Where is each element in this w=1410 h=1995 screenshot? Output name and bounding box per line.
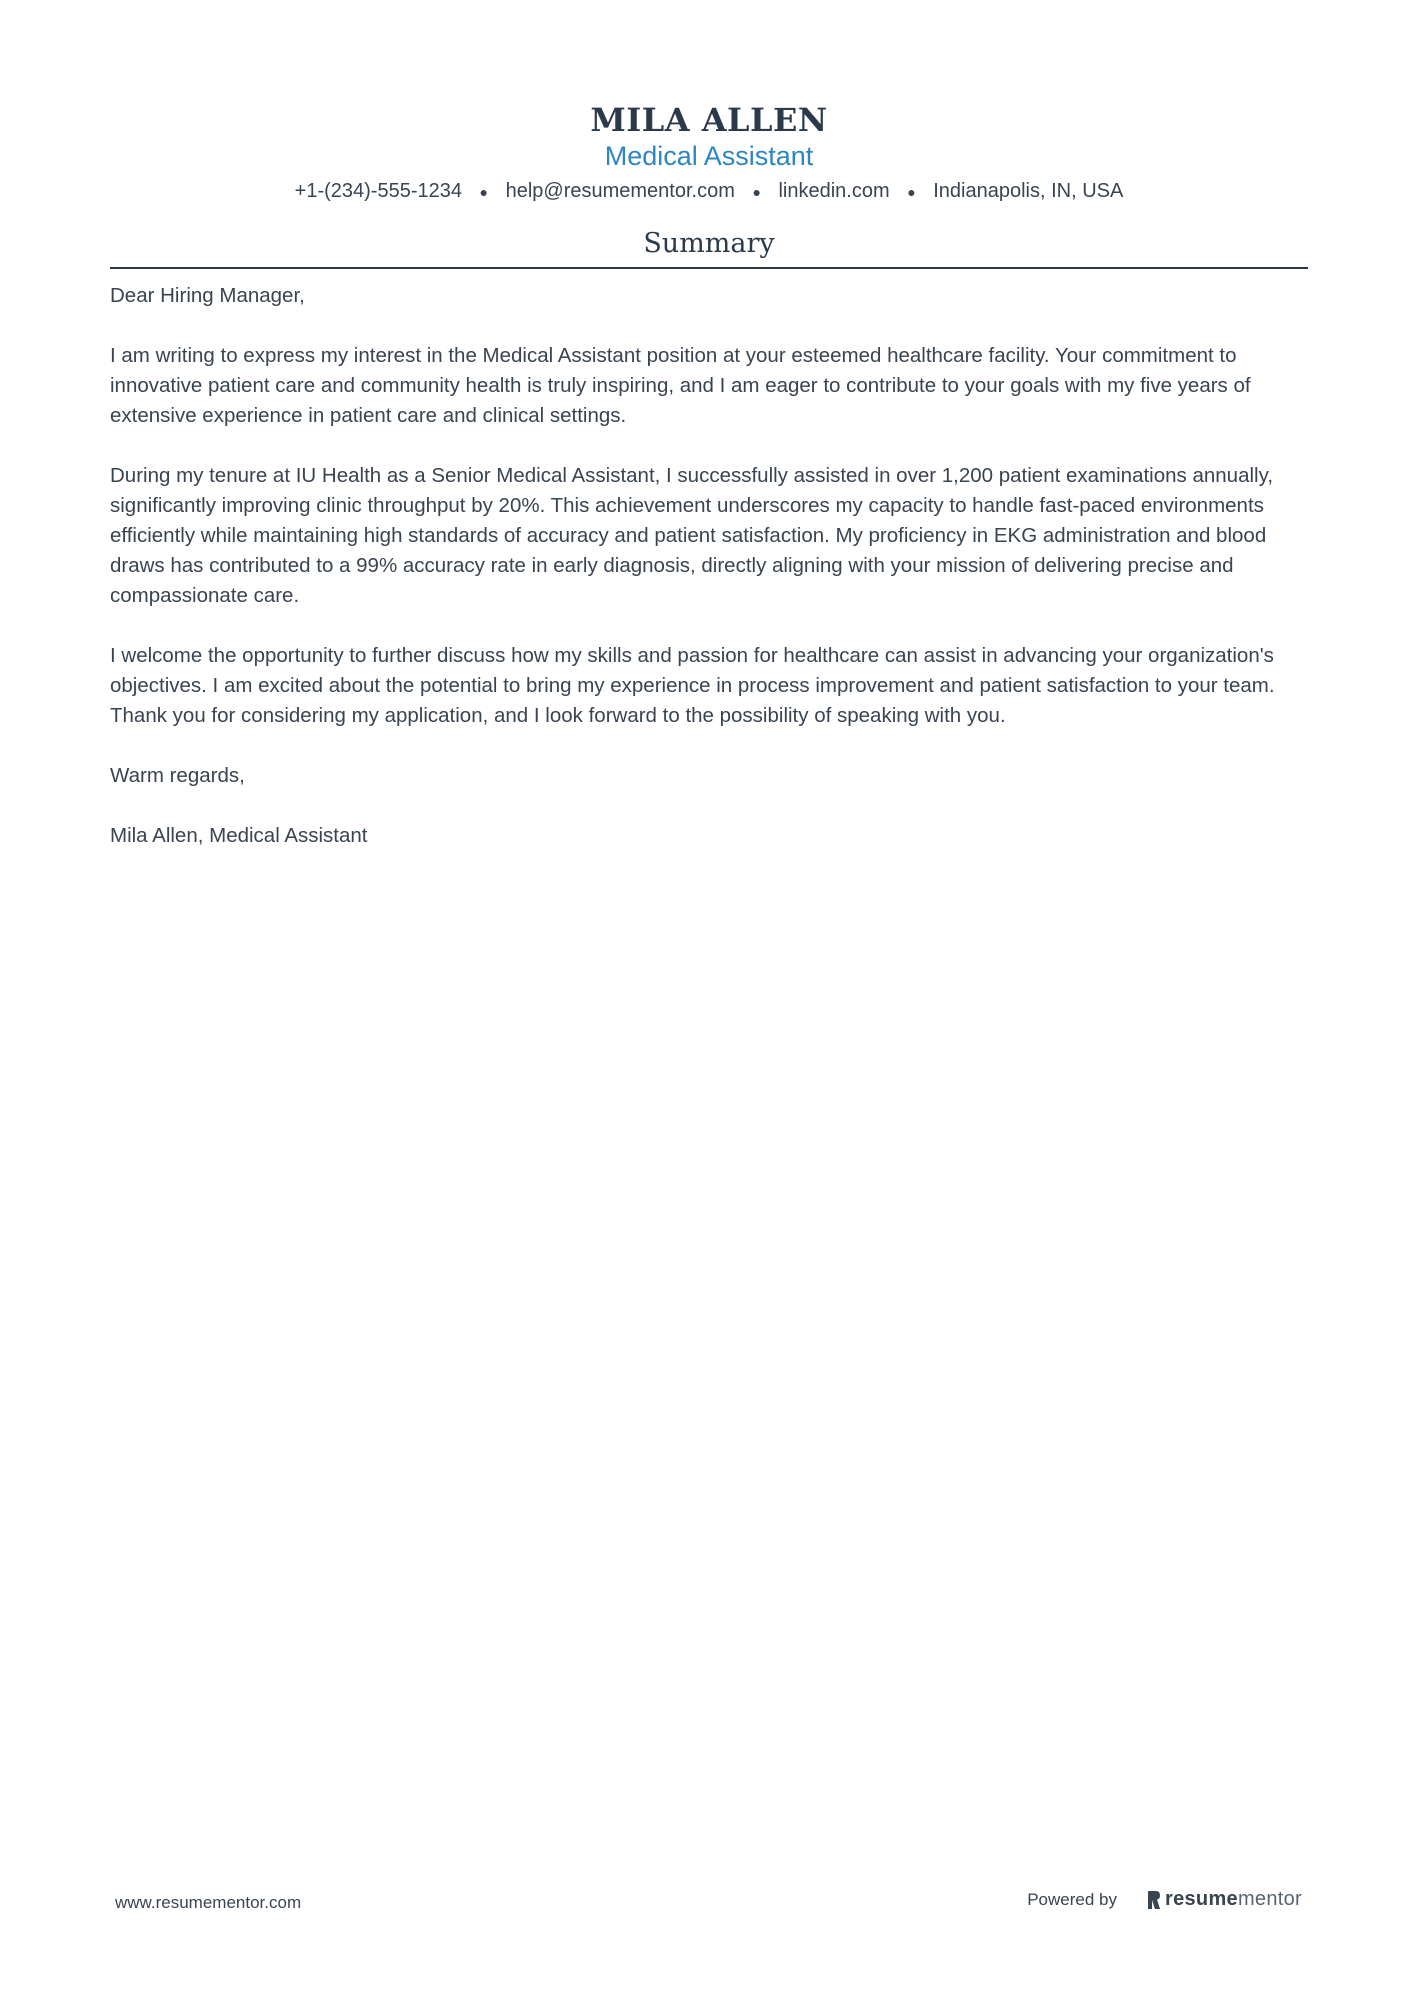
contact-email[interactable]: help@resumementor.com: [505, 180, 735, 202]
letter-body: [110, 281, 1308, 851]
letter-paragraph: I am writing to express my interest in the Medical Assistant position at your esteemed healthcare facility. Your commitment to innovative patient care and community health is truly inspiring, and I am eager to contribute to your goals with my five years of extensive experience in patient care and clinical settings.: [110, 343, 1251, 427]
contact-location: Indianapolis, IN, USA: [933, 180, 1124, 202]
letter-salutation: Dear Hiring Manager,: [110, 283, 305, 307]
brand-text-light: mentor: [1237, 1888, 1302, 1910]
footer-website[interactable]: www.resumementor.com: [115, 1893, 302, 1912]
resume-header: [110, 100, 1308, 205]
brand-text-bold: resume: [1165, 1888, 1238, 1910]
powered-by-label: Powered by: [1027, 1889, 1117, 1909]
footer-branding: [1027, 1888, 1302, 1911]
letter-signature: Mila Allen, Medical Assistant: [110, 823, 368, 847]
letter-closing: Warm regards,: [110, 763, 245, 787]
section-heading-summary: Summary: [110, 227, 1308, 269]
bullet-separator: ●: [752, 183, 761, 200]
bullet-separator: ●: [907, 183, 916, 200]
bullet-separator: ●: [479, 183, 489, 200]
resumementor-logo[interactable]: [1147, 1888, 1302, 1911]
letter-paragraph: During my tenure at IU Health as a Senior Medical Assistant, I successfully assisted in over 1,200 patient examinations annually, significantly improving clinic throughput by 20%. This achievement underscores my capacity to handle fast-paced environments efficiently while maintaining high standards of accuracy and patient satisfaction. My proficiency in EKG administration and blood draws has contributed to a 99% accuracy rate in early diagnosis, directly aligning with your mission of delivering precise and compassionate care.: [110, 463, 1274, 607]
candidate-name: MILA ALLEN: [590, 101, 828, 139]
contact-linkedin[interactable]: linkedin.com: [778, 180, 890, 202]
job-title: Medical Assistant: [604, 141, 814, 171]
letter-paragraph: I welcome the opportunity to further discuss how my skills and passion for healthcare can assist in advancing your organization's objectives. I am excited about the potential to bring my experience in process improvement and patient satisfaction to your team. Thank you for considering my application, and I look forward to the possibility of speaking with you.: [110, 643, 1275, 727]
resume-page: [110, 100, 1308, 881]
contact-phone: +1-(234)-555-1234: [294, 180, 462, 202]
resumementor-logo-icon: [1147, 1890, 1161, 1910]
contact-line: [110, 178, 1308, 205]
